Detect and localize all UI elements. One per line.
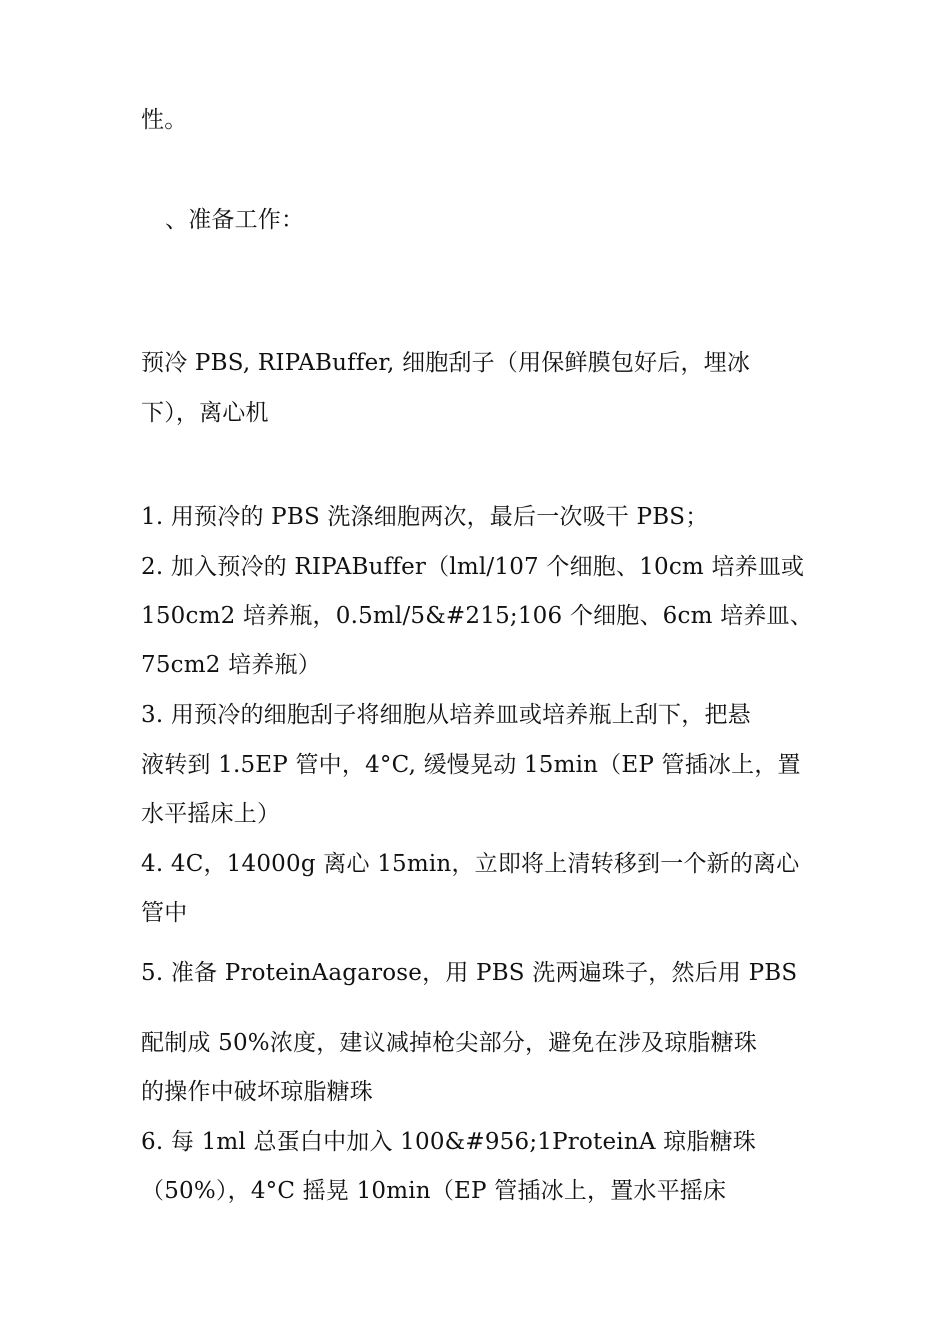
step-3: 3. 用预冷的细胞刮子将细胞从培养皿或培养瓶上刮下，把悬 xyxy=(141,702,751,728)
step-5-cont-2: 的操作中破坏琼脂糖珠 xyxy=(141,1079,373,1105)
step-3-cont-2: 水平摇床上） xyxy=(141,801,281,827)
step-3-cont-1: 液转到 1.5EP 管中，4°C, 缓慢晃动 15min（EP 管插冰上，置 xyxy=(141,752,801,778)
step-4-cont: 管中 xyxy=(141,900,188,926)
step-4: 4. 4C，14000g 离心 15min，立即将上清转移到一个新的离心 xyxy=(141,851,800,877)
step-1: 1. 用预冷的 PBS 洗涤细胞两次，最后一次吸干 PBS； xyxy=(141,504,709,530)
text-line-intro-end: 性。 xyxy=(141,107,188,133)
section-heading-preparation: 、准备工作： xyxy=(165,207,305,233)
step-5-cont-1: 配制成 50%浓度，建议减掉枪尖部分，避免在涉及琼脂糖珠 xyxy=(141,1030,758,1056)
step-2: 2. 加入预冷的 RIPABuffer（lml/107 个细胞、10cm 培养皿或 xyxy=(141,554,805,580)
text-line-prep-materials-cont: 下），离心机 xyxy=(141,400,269,426)
step-2-cont-1: 150cm2 培养瓶，0.5ml/5&#215;106 个细胞、6cm 培养皿、 xyxy=(141,603,813,629)
step-2-cont-2: 75cm2 培养瓶） xyxy=(141,652,321,678)
step-6-cont: （50%），4°C 摇晃 10min（EP 管插冰上，置水平摇床 xyxy=(141,1178,727,1204)
step-6: 6. 每 1ml 总蛋白中加入 100&#956;1ProteinA 琼脂糖珠 xyxy=(141,1129,756,1155)
text-line-prep-materials: 预冷 PBS, RIPABuffer, 细胞刮子（用保鲜膜包好后，埋冰 xyxy=(141,350,751,376)
step-5: 5. 准备 ProteinAagarose，用 PBS 洗两遍珠子，然后用 PBS xyxy=(141,960,798,986)
